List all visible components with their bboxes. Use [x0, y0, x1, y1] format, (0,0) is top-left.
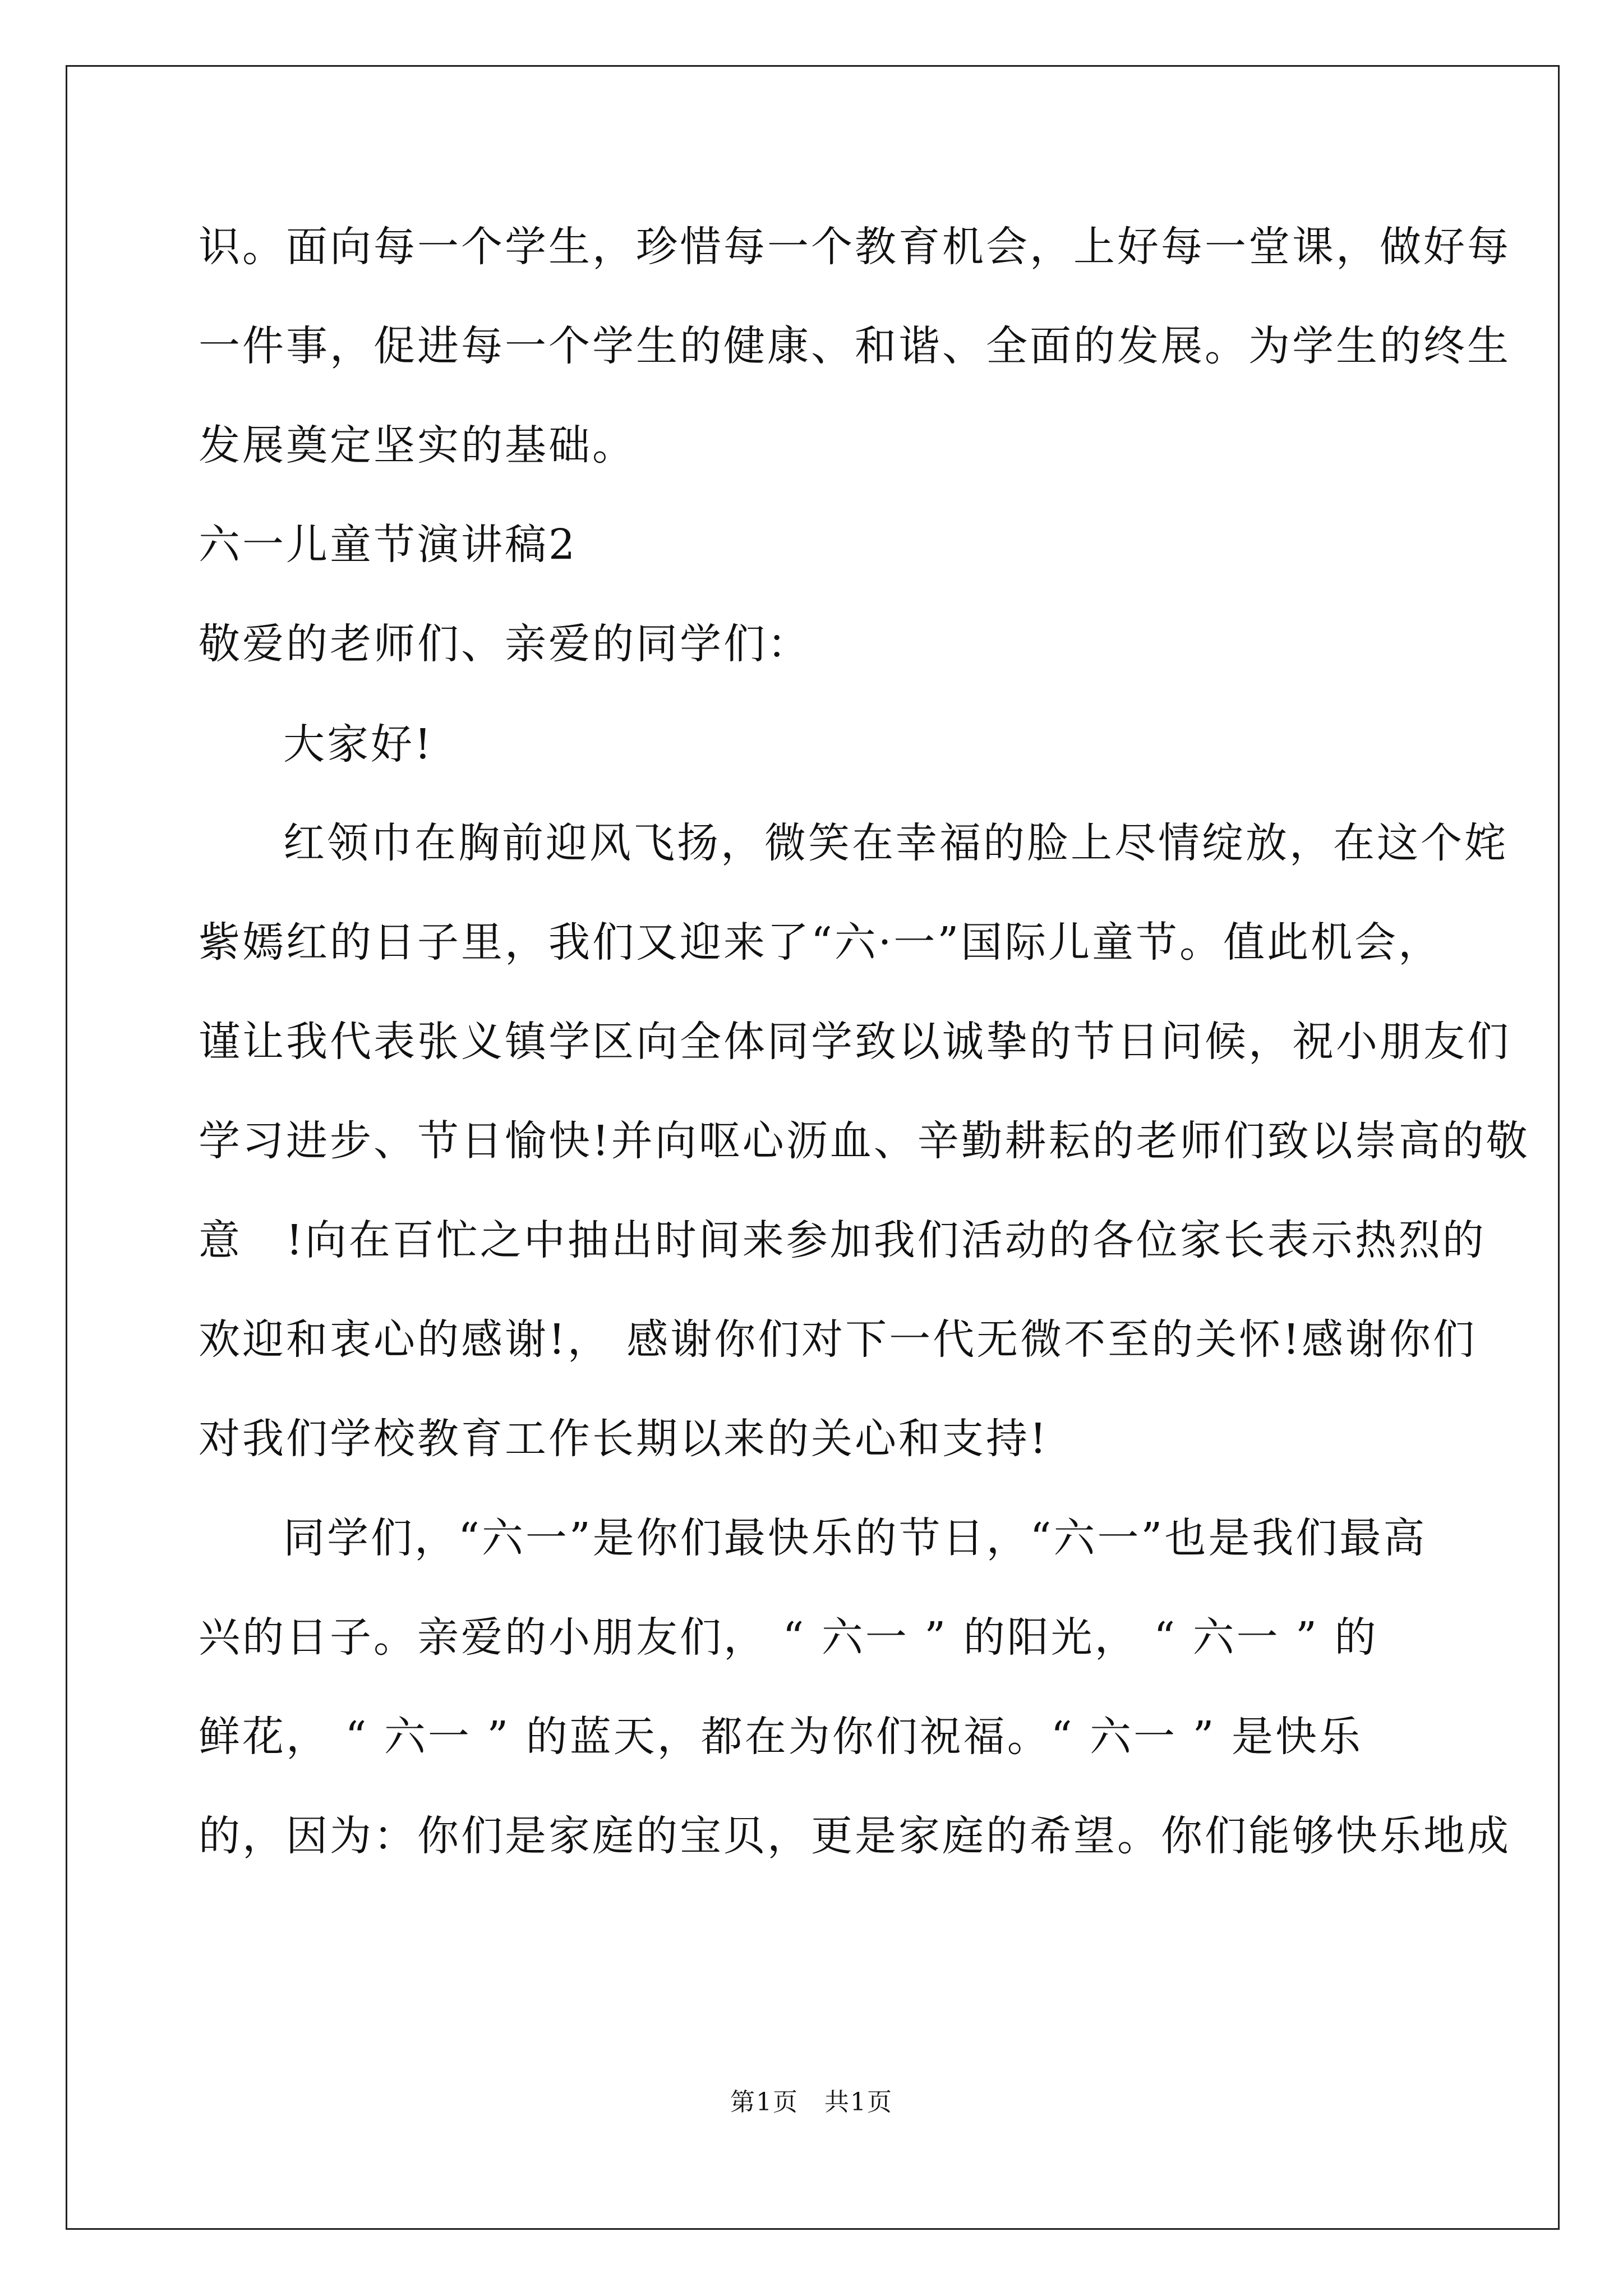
- body-text-line: 鲜花， “ 六一 ” 的蓝天，都在为你们祝福。“ 六一 ” 是快乐: [199, 1713, 1363, 1761]
- body-text-line: 的，因为：你们是家庭的宝贝，更是家庭的希望。你们能够快乐地成: [199, 1812, 1511, 1860]
- body-text-line: 发展奠定坚实的基础。: [199, 421, 636, 470]
- body-text-line: 意 !向在百忙之中抽出时间来参加我们活动的各位家长表示热烈的: [199, 1216, 1486, 1264]
- body-text-line: 红领巾在胸前迎风飞扬，微笑在幸福的脸上尽情绽放，在这个姹: [283, 819, 1508, 867]
- body-text-line: 欢迎和衷心的感谢!， 感谢你们对下一代无微不至的关怀!感谢你们: [199, 1315, 1477, 1364]
- body-text-line: 识。面向每一个学生，珍惜每一个教育机会，上好每一堂课，做好每: [199, 223, 1511, 271]
- body-text-line: 同学们，“六一”是你们最快乐的节日，“六一”也是我们最高: [283, 1514, 1427, 1562]
- section-heading: 六一儿童节演讲稿2: [199, 521, 578, 569]
- body-text-line: 兴的日子。亲爱的小朋友们， “ 六一 ” 的阳光， “ 六一 ” 的: [199, 1613, 1378, 1662]
- greeting: 大家好!: [283, 720, 434, 769]
- body-text-line: 一件事，促进每一个学生的健康、和谐、全面的发展。为学生的终生: [199, 322, 1511, 370]
- page-number-footer: 第1页 共1页: [730, 2088, 893, 2116]
- body-text-line: 谨让我代表张义镇学区向全体同学致以诚挚的节日问候，祝小朋友们: [199, 1018, 1511, 1066]
- body-text-line: 学习进步、节日愉快!并向呕心沥血、辛勤耕耘的老师们致以崇高的敬: [199, 1117, 1530, 1165]
- body-text-line: 对我们学校教育工作长期以来的关心和支持!: [199, 1415, 1049, 1463]
- body-text-line: 紫嫣红的日子里，我们又迎来了“六·一”国际儿童节。值此机会，: [199, 918, 1442, 967]
- salutation: 敬爱的老师们、亲爱的同学们：: [199, 620, 811, 668]
